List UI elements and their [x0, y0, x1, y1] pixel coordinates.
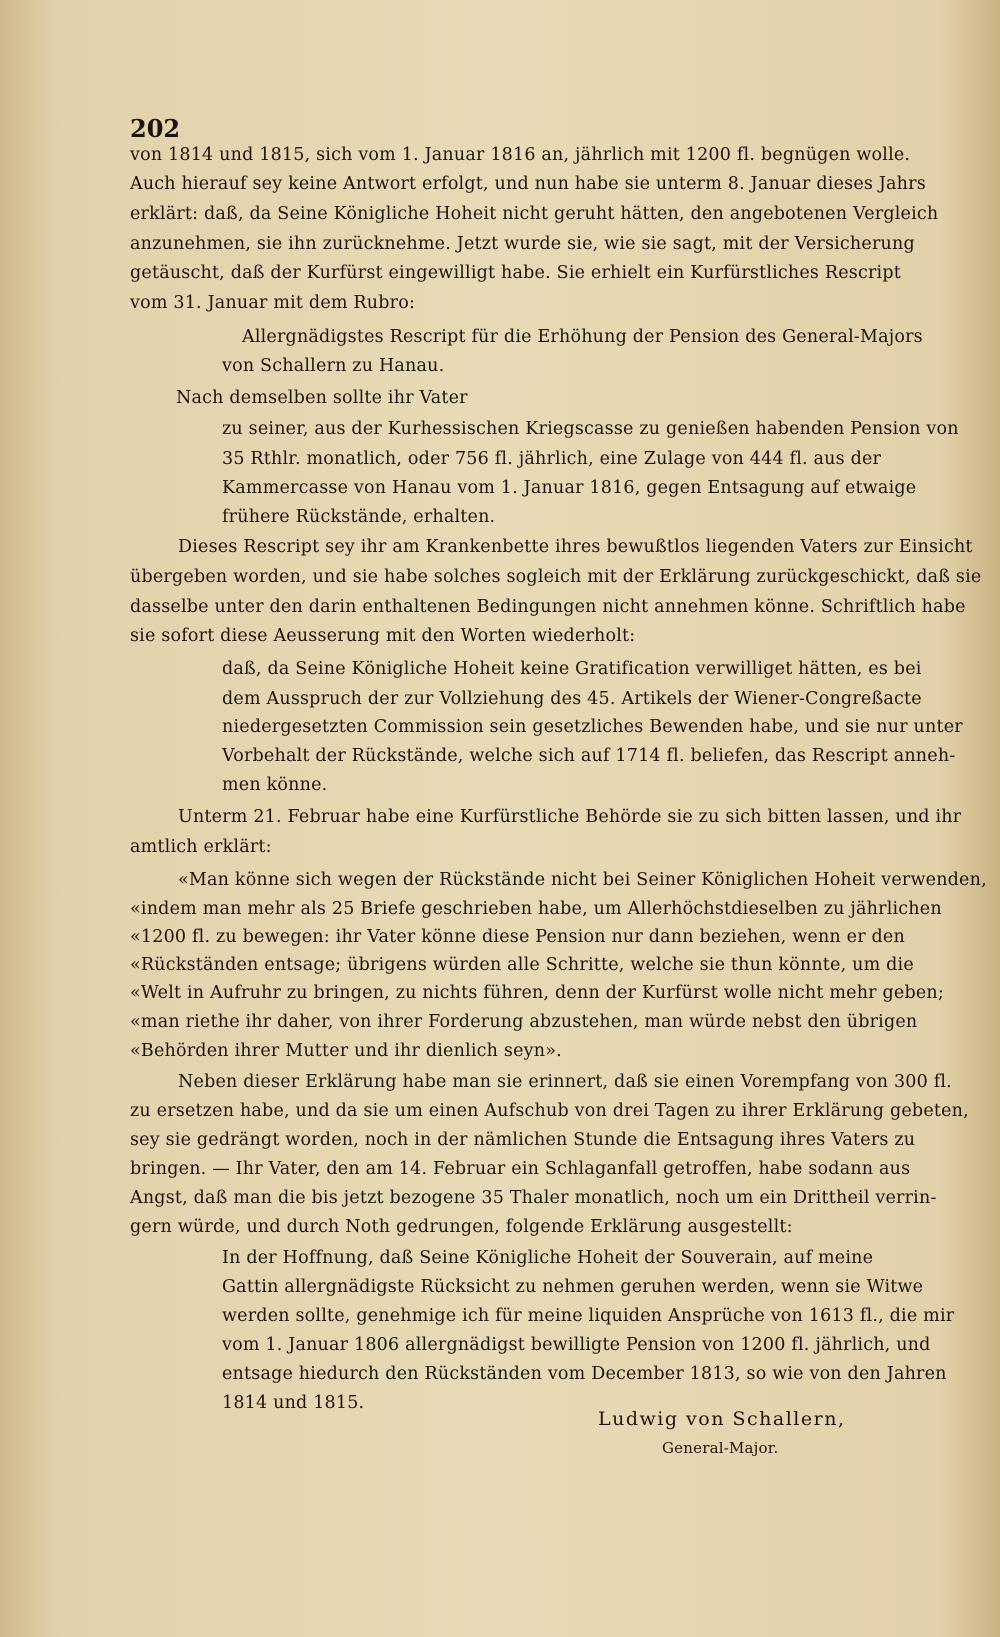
- text-line: Neben dieser Erklärung habe man sie erinnert, daß sie einen Vorempfang von 300 fl.: [178, 1072, 952, 1092]
- text-line: dasselbe unter den darin enthaltenen Bedingungen nicht annehmen könne. Schriftlich habe: [130, 597, 966, 617]
- quote-line: Kammercasse von Hanau vom 1. Januar 1816, gegen Entsagung auf etwaige: [222, 478, 917, 498]
- quote-line: «Rückständen entsage; übrigens würden alle Schritte, welche sie thun könnte, um die: [130, 955, 914, 975]
- quote-line: zu seiner, aus der Kurhessischen Kriegscasse zu genießen habenden Pension von: [222, 419, 959, 439]
- text-line: sey sie gedrängt worden, noch in der nämlichen Stunde die Entsagung ihres Vaters zu: [130, 1130, 916, 1150]
- signature-title: General-Major.: [662, 1439, 779, 1457]
- text-line: Nach demselben sollte ihr Vater: [176, 388, 468, 408]
- text-line: gern würde, und durch Noth gedrungen, folgende Erklärung ausgestellt:: [130, 1217, 793, 1237]
- quote-line: Gattin allergnädigste Rücksicht zu nehmen geruhen werden, wenn sie Witwe: [222, 1277, 924, 1297]
- quote-line: «indem man mehr als 25 Briefe geschrieben habe, um Allerhöchstdieselben zu jährlichen: [130, 899, 942, 919]
- quote-line: werden sollte, genehmige ich für meine liquiden Ansprüche von 1613 fl., die mir: [222, 1306, 955, 1326]
- text-line: übergeben worden, und sie habe solches sogleich mit der Erklärung zurückgeschickt, daß sie: [130, 567, 982, 587]
- quote-line: Vorbehalt der Rückstände, welche sich auf 1714 fl. beliefen, das Rescript anneh-: [222, 746, 956, 766]
- rubric-line: Allergnädigstes Rescript für die Erhöhung der Pension des General-Majors: [242, 327, 923, 347]
- quote-line: «Man könne sich wegen der Rückstände nicht bei Seiner Königlichen Hoheit verwenden,: [178, 870, 987, 890]
- quote-line: 35 Rthlr. monatlich, oder 756 fl. jährlich, eine Zulage von 444 fl. aus der: [222, 449, 882, 469]
- text-line: Unterm 21. Februar habe eine Kurfürstliche Behörde sie zu sich bitten lassen, und ihr: [178, 807, 962, 827]
- text-line: bringen. — Ihr Vater, den am 14. Februar ein Schlaganfall getroffen, habe sodann aus: [130, 1159, 911, 1179]
- quote-line: «Welt in Aufruhr zu bringen, zu nichts führen, denn der Kurfürst wolle nicht mehr geben;: [130, 983, 944, 1003]
- text-line: sie sofort diese Aeusserung mit den Worten wiederholt:: [130, 626, 636, 646]
- text-line: erklärt: daß, da Seine Königliche Hoheit nicht geruht hätten, den angebotenen Vergleich: [130, 204, 939, 224]
- quote-line: vom 1. Januar 1806 allergnädigst bewilligte Pension von 1200 fl. jährlich, und: [222, 1335, 931, 1355]
- text-line: amtlich erklärt:: [130, 837, 272, 857]
- quote-line: dem Ausspruch der zur Vollziehung des 45. Artikels der Wiener-Congreßacte: [222, 689, 922, 709]
- text-line: anzunehmen, sie ihn zurücknehme. Jetzt wurde sie, wie sie sagt, mit der Versicherung: [130, 234, 915, 254]
- text-line: Auch hierauf sey keine Antwort erfolgt, und nun habe sie unterm 8. Januar dieses Jahrs: [130, 174, 926, 194]
- page-number: 202: [130, 114, 181, 143]
- signature-name: Ludwig von Schallern,: [598, 1408, 846, 1430]
- text-line: vom 31. Januar mit dem Rubro:: [130, 293, 416, 313]
- text-line: Angst, daß man die bis jetzt bezogene 35 Thaler monatlich, noch um ein Drittheil verrin-: [130, 1188, 937, 1208]
- text-line: zu ersetzen habe, und da sie um einen Aufschub von drei Tagen zu ihrer Erklärung gebeten,: [130, 1101, 969, 1121]
- quote-line: frühere Rückstände, erhalten.: [222, 507, 496, 527]
- text-line: getäuscht, daß der Kurfürst eingewilligt habe. Sie erhielt ein Kurfürstliches Rescript: [130, 263, 901, 283]
- rubric-line: von Schallern zu Hanau.: [222, 356, 445, 376]
- quote-line: men könne.: [222, 775, 328, 795]
- quote-line: entsage hiedurch den Rückständen vom December 1813, so wie von den Jahren: [222, 1364, 947, 1384]
- quote-line: «man riethe ihr daher, von ihrer Forderung abzustehen, man würde nebst den übrigen: [130, 1012, 918, 1032]
- quote-line: «1200 fl. zu bewegen: ihr Vater könne diese Pension nur dann beziehen, wenn er den: [130, 927, 905, 947]
- quote-line: 1814 und 1815.: [222, 1393, 365, 1413]
- text-line: Dieses Rescript sey ihr am Krankenbette ihres bewußtlos liegenden Vaters zur Einsicht: [178, 537, 973, 557]
- text-line: von 1814 und 1815, sich vom 1. Januar 1816 an, jährlich mit 1200 fl. begnügen wolle.: [130, 145, 911, 165]
- quote-line: daß, da Seine Königliche Hoheit keine Gratification verwilliget hätten, es bei: [222, 659, 922, 679]
- quote-line: In der Hoffnung, daß Seine Königliche Hoheit der Souverain, auf meine: [222, 1248, 874, 1268]
- quote-line: «Behörden ihrer Mutter und ihr dienlich seyn».: [130, 1041, 562, 1061]
- quote-line: niedergesetzten Commission sein gesetzliches Bewenden habe, und sie nur unter: [222, 717, 963, 737]
